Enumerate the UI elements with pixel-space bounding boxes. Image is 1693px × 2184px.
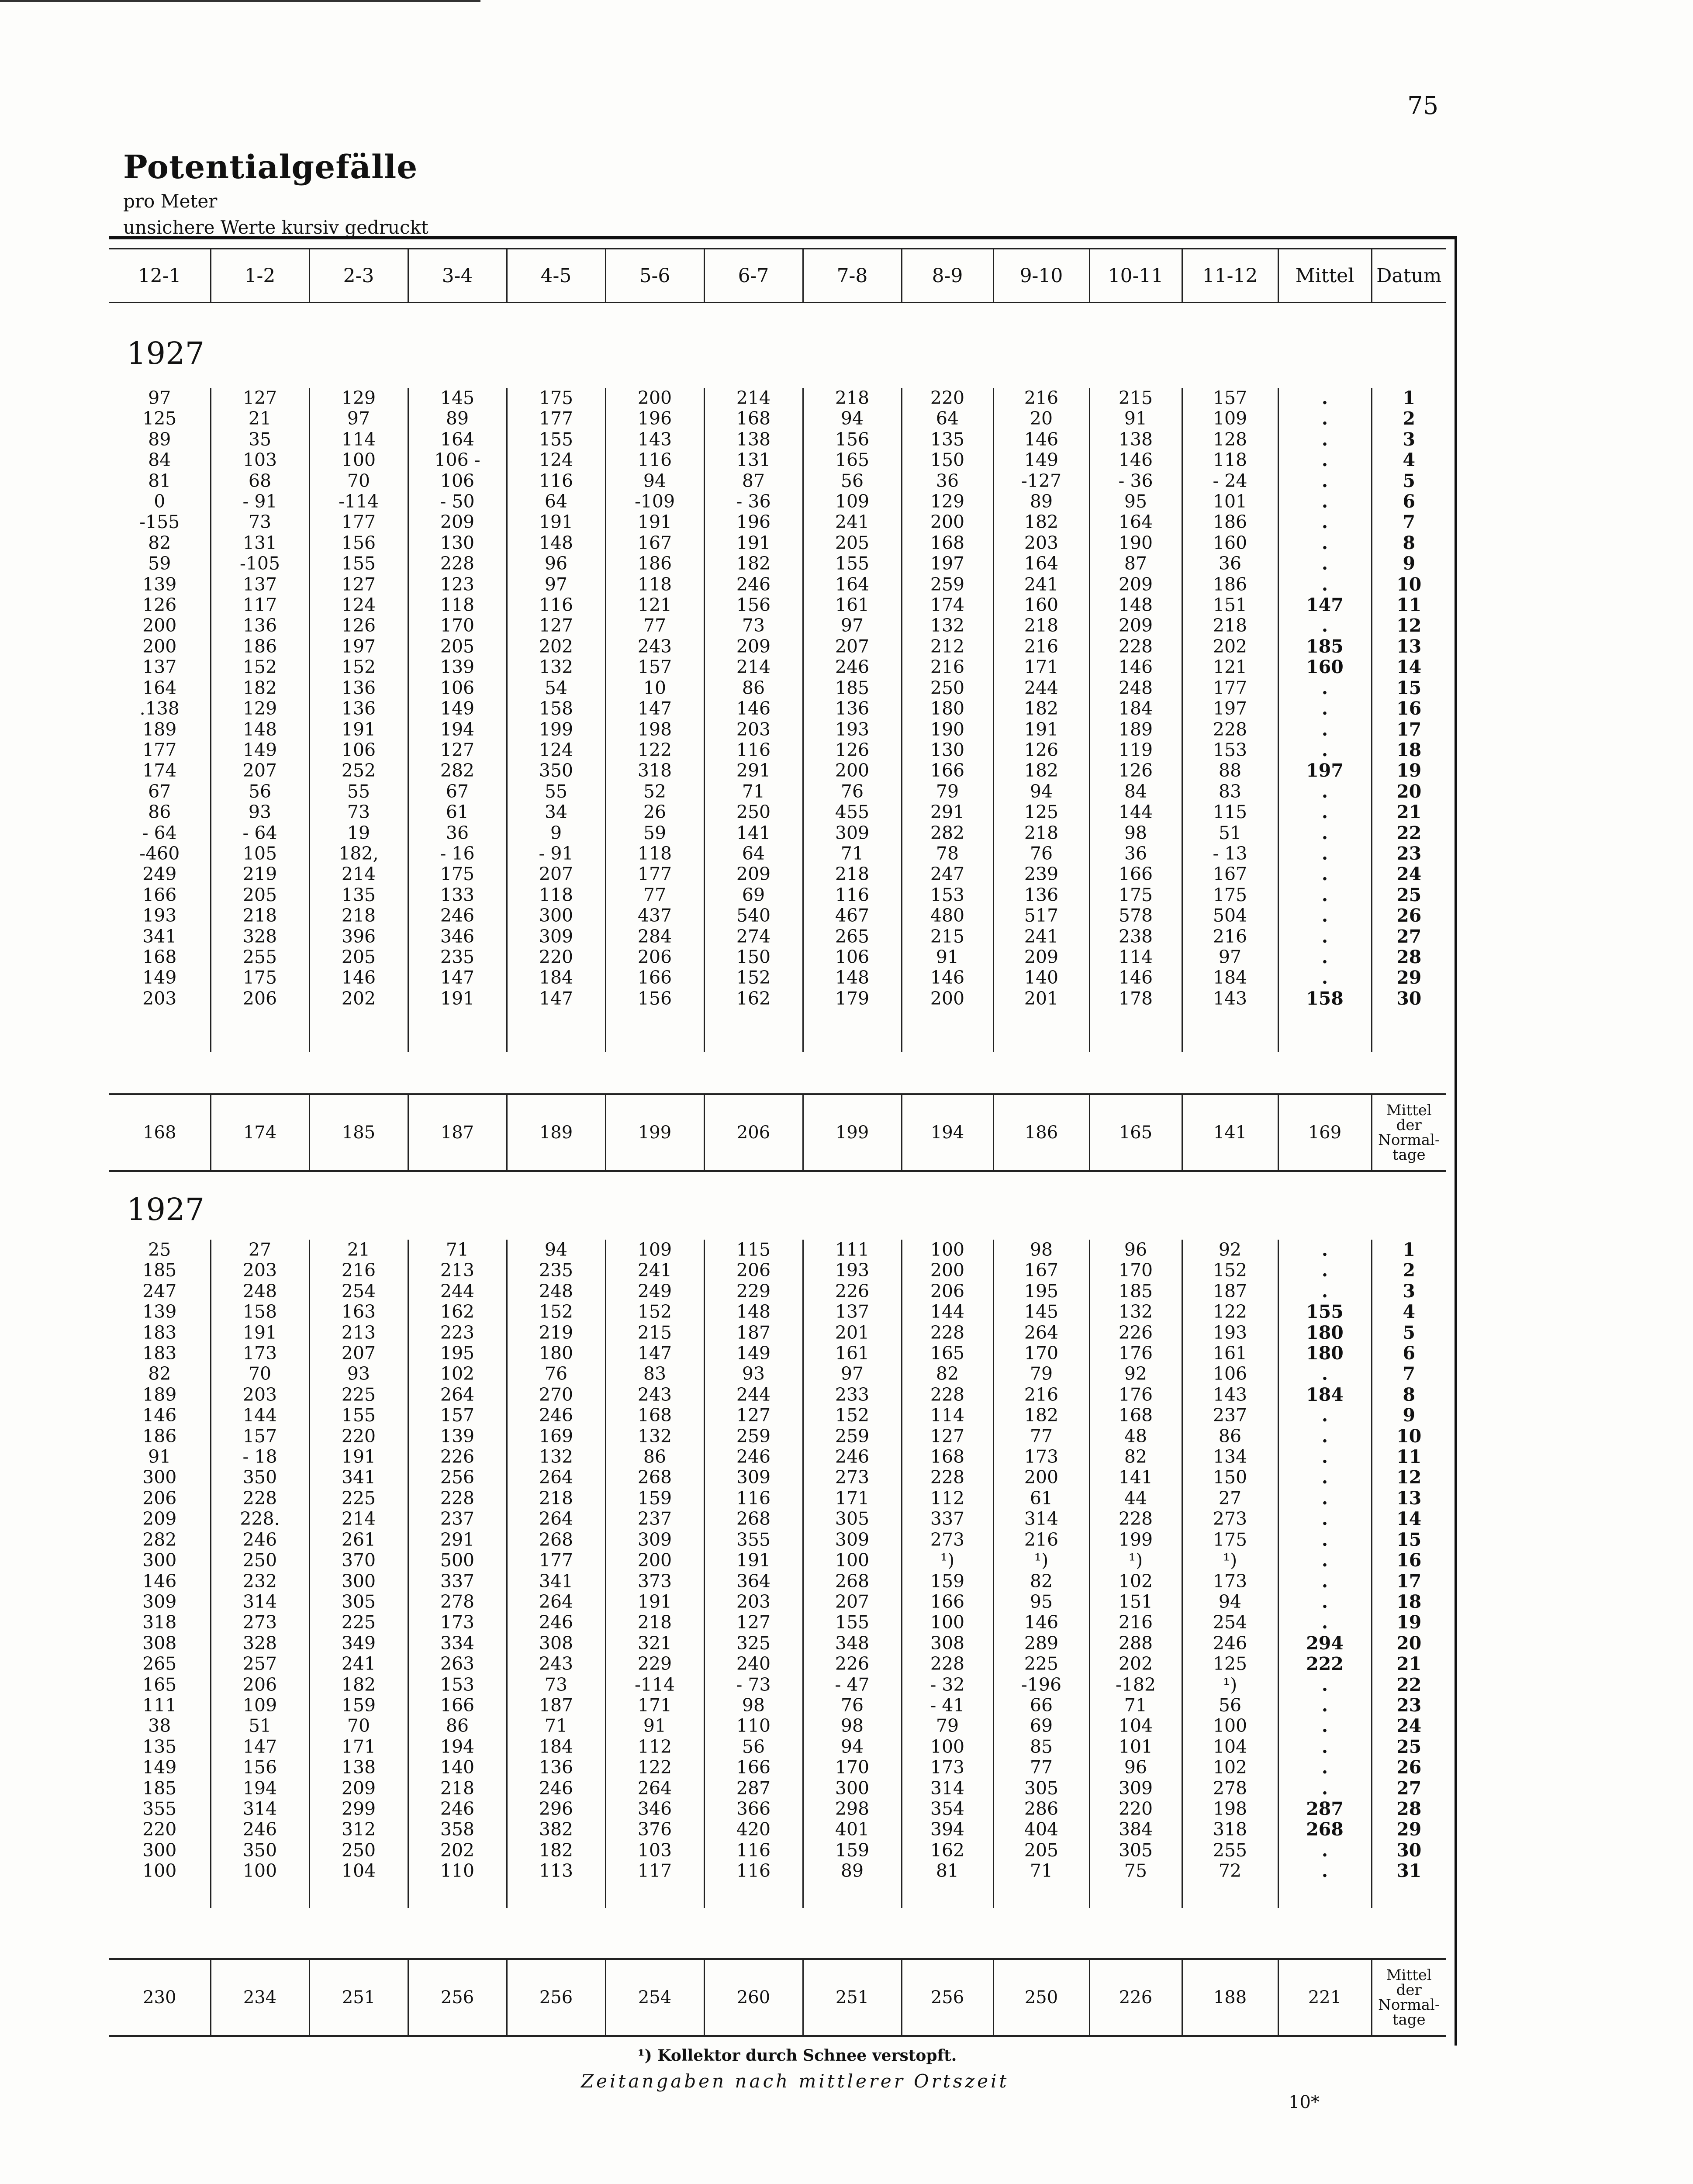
value-column: 21 216 254 163 213 207 93 225 155 220 191 341 225 214 261 370 300 305 225 349 241 182 159 70 171 138 209 299 312 250 104: [309, 1240, 408, 1908]
summary-cell: 165: [1089, 1094, 1182, 1171]
value-column: 214 168 138 131 87 - 36 196 191 182 246 156 73 209 214 86 146 203 116 291 71 250 141 64 209 69 540 274 150 152 162: [704, 388, 803, 1052]
summary-cell: 206: [704, 1094, 803, 1171]
page-title: Potentialgefälle: [123, 149, 418, 186]
data-table-frame: [109, 236, 1457, 2046]
header-cell: 2-3: [309, 249, 408, 303]
summary-cell: 254: [605, 1959, 704, 2036]
subtitle-note: unsichere Werte kursiv gedruckt: [123, 217, 428, 238]
summary-cell: 141: [1182, 1094, 1278, 1171]
data-block-2: [109, 1240, 1446, 1908]
summary-cell: 185: [309, 1094, 408, 1171]
header-cell: 8-9: [902, 249, 993, 303]
header-cell: 5-6: [605, 249, 704, 303]
summary-cell: 256: [408, 1959, 507, 2036]
value-column: 157 109 128 118 - 24 101 186 160 36 186 151 218 202 121 177 197 228 153 88 83 115 51 - 13 167 175 504 216 97 184 143: [1182, 388, 1278, 1052]
summary-cell: 250: [993, 1959, 1089, 2036]
summary-cell: 199: [605, 1094, 704, 1171]
value-column: 200 196 143 116 94 -109 191 167 186 118 121 77 243 157 10 147 198 122 318 52 26 59 118 177 77 437 284 206 166 156: [605, 388, 704, 1052]
summary-cell: 230: [143, 1987, 176, 2008]
value-column: 218 94 156 165 56 109 241 205 155 164 161 97 207 246 185 136 193 126 200 76 455 309 71 218 116 467 265 106 148 179: [803, 388, 902, 1052]
summary-cell: 256: [507, 1959, 605, 2036]
title-block: [123, 149, 428, 238]
summary-cell: 251: [803, 1959, 902, 2036]
header-cell-mittel: Mittel: [1278, 249, 1372, 303]
summary-cell: 256: [902, 1959, 993, 2036]
summary-cell: 234: [211, 1959, 309, 2036]
subtitle-unit: pro Meter: [123, 190, 218, 212]
value-column: 94 235 248 152 219 180 76 270 246 169 132 264 218 264 268 177 341 264 246 308 243 73 187 71 184 136 246 296 382 182 113: [507, 1240, 605, 1908]
value-column: 25 185 247 139 183 183 82 189 146 186 91 300 206 209 282 300 146 309 318 308 265 165 111 38 135 149 185 355 220 300 100: [142, 1239, 177, 1882]
summary-label: Mittel der Normal- tage: [1372, 1094, 1446, 1171]
mittel-column: . . . 155 180 180 . 184 . . . . . . . . . . . 294 222 . . . . . . 287 268 . .: [1278, 1240, 1372, 1908]
summary-cell: 188: [1182, 1959, 1278, 2036]
mittel-column: . . . . . . . . . . 147 . 185 160 . . . . 197 . . . . . . . . . . 158: [1278, 388, 1372, 1052]
summary-cell-mittel: 169: [1278, 1094, 1372, 1171]
summary-cell-mittel: 221: [1278, 1959, 1372, 2036]
summary-cell: 194: [902, 1094, 993, 1171]
header-cell-datum: Datum: [1372, 249, 1446, 303]
data-block-1: [109, 388, 1446, 1052]
time-note: Zeitangaben nach mittlerer Ortszeit: [581, 2070, 1009, 2092]
value-column: 129 97 114 100 70 -114 177 156 155 127 124 126 197 152 136 136 191 106 252 55 73 19 182, 214 135 218 396 205 146 202: [309, 388, 408, 1052]
header-cell: 1-2: [211, 249, 309, 303]
summary-label: Mittel der Normal- tage: [1372, 1959, 1446, 2036]
header-cell: 11-12: [1182, 249, 1278, 303]
year-label-1: 1927: [127, 335, 205, 371]
year-label-2: 1927: [127, 1192, 205, 1227]
summary-cell: 187: [408, 1094, 507, 1171]
column-header-row: [109, 248, 1446, 303]
value-column: 115 206 229 148 187 149 93 244 127 259 246 309 116 268 355 191 364 203 127 325 240 - 73 98 110 56 166 287 366 420 116 116: [704, 1240, 803, 1908]
value-column: 145 89 164 106 - 106 - 50 209 130 228 123 118 170 205 139 106 149 194 127 282 67 61 36 - 16 175 133 246 346 235 147 191: [408, 388, 507, 1052]
header-cell: 7-8: [803, 249, 902, 303]
summary-cell: 199: [803, 1094, 902, 1171]
value-column: 127 21 35 103 68 - 91 73 131 -105 137 117 136 186 152 182 129 148 149 207 56 93 - 64 105 219 205 218 328 255 175 206: [211, 388, 309, 1052]
value-column: 92 152 187 122 193 161 106 143 237 86 134 150 27 273 175 ¹) 173 94 254 246 125 ¹) 56 100 104 102 278 198 318 255 72: [1182, 1240, 1278, 1908]
summary-cell: 168: [143, 1123, 176, 1143]
summary-row-2: [109, 1958, 1446, 2037]
datum-column: 1 2 3 4 5 6 7 8 9 10 11 12 13 14 15 16 17 18 19 20 21 22 23 24 25 26 27 28 29 30: [1372, 388, 1446, 1052]
header-cell: 6-7: [704, 249, 803, 303]
value-column: 215 91 138 146 - 36 95 164 190 87 209 148 209 228 146 248 184 189 119 126 84 144 98 36 166 175 578 238 114 146 178: [1089, 388, 1182, 1052]
summary-cell: 189: [507, 1094, 605, 1171]
datum-column: 1 2 3 4 5 6 7 8 9 10 11 12 13 14 15 16 17 18 19 20 21 22 23 24 25 26 27 28 29 30 31: [1372, 1240, 1446, 1908]
top-rule: [0, 0, 480, 2]
summary-row-1: [109, 1093, 1446, 1172]
value-column: 216 20 146 149 -127 89 182 203 164 241 160 218 216 171 244 182 191 126 182 94 125 218 76 239 136 517 241 209 140 201: [993, 388, 1089, 1052]
value-column: 111 193 226 137 201 161 97 233 152 259 246 273 171 305 309 100 268 207 155 348 226 - 47 76 98 94 170 300 298 401 159 89: [803, 1240, 902, 1908]
value-column: 100 200 206 144 228 165 82 228 114 127 168 228 112 337 273 ¹) 159 166 100 308 228 - 32 - 41 79 100 173 314 354 394 162 81: [902, 1240, 993, 1908]
summary-cell: 174: [211, 1094, 309, 1171]
summary-cell: 251: [309, 1959, 408, 2036]
header-cell: 10-11: [1089, 249, 1182, 303]
summary-cell: 226: [1089, 1959, 1182, 2036]
value-column: 96 170 185 132 226 176 92 176 168 48 82 141 44 228 199 ¹) 102 151 216 288 202 -182 71 104 101 96 309 220 384 305 75: [1089, 1240, 1182, 1908]
summary-cell: 186: [993, 1094, 1089, 1171]
summary-cell: 260: [704, 1959, 803, 2036]
value-column: 27 203 248 158 191 173 70 203 144 157 - 18 350 228 228. 246 250 232 314 273 328 257 206 109 51 147 156 194 314 246 350 100: [211, 1240, 309, 1908]
header-cell: 3-4: [408, 249, 507, 303]
header-cell: 9-10: [993, 249, 1089, 303]
sheet-mark: 10*: [1289, 2092, 1320, 2112]
value-column: 220 64 135 150 36 129 200 168 197 259 174 132 212 216 250 180 190 130 166 79 291 282 78 247 153 480 215 91 146 200: [902, 388, 993, 1052]
page-number: 75: [1407, 92, 1439, 120]
value-column: 175 177 155 124 116 64 191 148 96 97 116 127 202 132 54 158 199 124 350 55 34 9 - 91 207 118 300 309 220 184 147: [507, 388, 605, 1052]
header-cell: 4-5: [507, 249, 605, 303]
footnote: ¹) Kollektor durch Schnee verstopft.: [638, 2046, 957, 2065]
value-column: 109 241 249 152 215 147 83 243 168 132 86 268 159 237 309 200 373 191 218 321 229 -114 171 91 112 122 264 346 376 103 117: [605, 1240, 704, 1908]
header-cell: 12-1: [109, 249, 211, 303]
value-column: 98 167 195 145 264 170 79 216 182 77 173 200 61 314 216 ¹) 82 95 146 289 225 -196 66 69 85 77 305 286 404 205 71: [993, 1240, 1089, 1908]
value-column: 97 125 89 84 81 0 -155 82 59 139 126 200 200 137 164 .138 189 177 174 67 86 - 64 -460 249 166 193 341 168 149 203: [139, 387, 180, 1009]
value-column: 71 213 244 162 223 195 102 264 157 139 226 256 228 237 291 500 337 278 173 334 263 153 166 86 194 140 218 246 358 202 110: [408, 1240, 507, 1908]
